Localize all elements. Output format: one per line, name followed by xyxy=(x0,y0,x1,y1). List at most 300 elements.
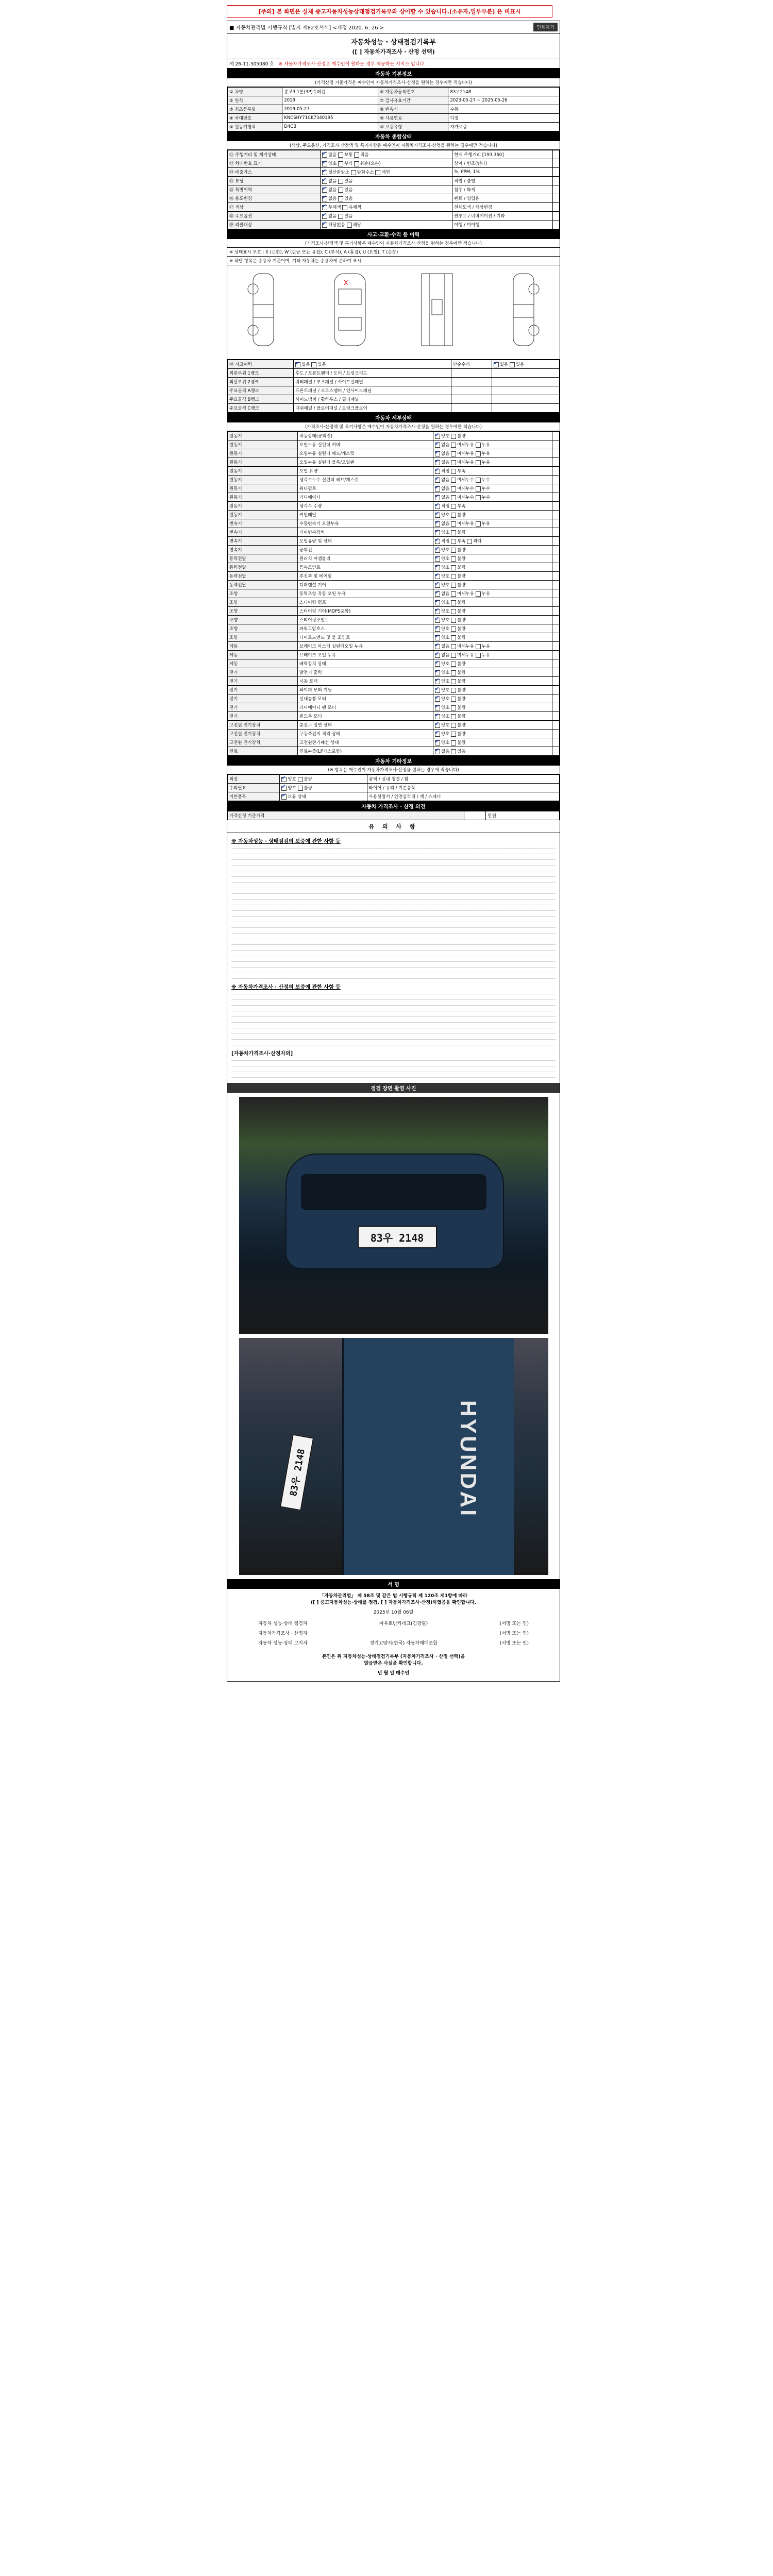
choice-label: 적정 xyxy=(441,469,451,474)
choice-label: 없음 xyxy=(441,495,451,500)
choice-label: 부족 xyxy=(457,469,466,474)
detail-price xyxy=(552,484,559,493)
signature-row xyxy=(227,1628,560,1638)
checkbox xyxy=(435,521,440,527)
price-table xyxy=(227,811,560,820)
signer-name: 아우토반카테크(김광필) xyxy=(379,1621,428,1626)
detail-choice xyxy=(433,589,552,598)
accident-choice-2 xyxy=(492,360,559,369)
checkbox xyxy=(342,205,347,210)
checkbox xyxy=(435,653,440,658)
detail-price xyxy=(552,712,559,721)
detail-item: 등속조인트 xyxy=(297,563,433,572)
choice-label: 불량 xyxy=(457,697,466,702)
choice-label: 누수 xyxy=(481,486,491,492)
signer-role: 자동차 성능·상태 점검자 xyxy=(258,1621,308,1626)
detail-choice xyxy=(433,712,552,721)
choice-label: 부족 xyxy=(457,504,466,509)
choice-label: 미세누수 xyxy=(457,478,476,483)
detail-price xyxy=(552,476,559,484)
checkbox xyxy=(451,460,456,465)
basic-label: ⑤ 원동기형식 xyxy=(228,123,282,131)
signer-sign: (서명 또는 인) xyxy=(499,1631,529,1636)
choice-label: 없음 xyxy=(328,214,339,219)
detail-group: 원동기 xyxy=(228,449,298,458)
detail-group: 연료 xyxy=(228,747,298,756)
detail-price xyxy=(552,519,559,528)
checkbox xyxy=(451,486,456,492)
detail-row xyxy=(228,616,560,624)
choice-label: 있음 xyxy=(344,196,353,201)
car-top-diagram xyxy=(319,268,381,351)
general-price xyxy=(553,212,560,221)
detail-price xyxy=(552,493,559,502)
option-label: 외장 xyxy=(228,775,280,784)
detail-price xyxy=(552,738,559,747)
detail-group: 변속기 xyxy=(228,519,298,528)
choice-label: 미세누유 xyxy=(457,443,476,448)
detail-item: 구동축전지 격리 상태 xyxy=(297,730,433,738)
detail-group: 원동기 xyxy=(228,502,298,511)
detail-price xyxy=(552,747,559,756)
checkbox xyxy=(476,521,481,527)
choice-label: 없음 xyxy=(441,451,451,456)
detail-choice xyxy=(433,546,552,554)
choice-label: 없음 xyxy=(441,749,451,754)
detail-group: 조향 xyxy=(228,624,298,633)
general-row xyxy=(228,150,560,159)
checkbox xyxy=(451,443,456,448)
choice-label: 없음 xyxy=(441,521,451,527)
checkbox xyxy=(435,732,440,737)
checkbox xyxy=(451,469,456,474)
detail-choice xyxy=(433,703,552,712)
section-accident-sub: (가격조사·산정액 및 특기사항은 매수인이 자동차가격조사·산정을 원하는 경우에만 적습니다) xyxy=(227,239,560,248)
checkbox xyxy=(451,530,456,535)
detail-item: 라디에이터 xyxy=(297,493,433,502)
checkbox xyxy=(467,539,472,544)
choice-label: 없음 xyxy=(499,362,510,367)
choice-label: 없음 xyxy=(441,591,451,597)
checkbox xyxy=(451,697,456,702)
checkbox xyxy=(338,152,343,158)
notes-heading-3: [자동차가격조사·산정자의] xyxy=(231,1051,293,1057)
general-choice xyxy=(320,168,452,177)
choice-label: 누유 xyxy=(481,644,491,649)
checkbox xyxy=(322,196,327,201)
detail-row xyxy=(228,589,560,598)
checkbox xyxy=(322,179,327,184)
detail-row xyxy=(228,502,560,511)
general-note: 썬루프 / 네비게이션 / 기타 xyxy=(452,212,553,221)
checkbox xyxy=(451,644,456,649)
choice-label: 양호 xyxy=(441,635,451,640)
detail-group: 원동기 xyxy=(228,484,298,493)
choice-label: 양호 xyxy=(441,670,451,675)
detail-choice xyxy=(433,476,552,484)
detail-choice xyxy=(433,659,552,668)
choice-label: 미세누유 xyxy=(457,521,476,527)
fine-print-line xyxy=(231,908,556,913)
basic-label: ④ 차대번호 xyxy=(228,114,282,123)
checkbox xyxy=(435,486,440,492)
checkbox xyxy=(451,548,456,553)
checkbox xyxy=(451,565,456,570)
fine-print-line xyxy=(231,971,556,975)
detail-price xyxy=(552,449,559,458)
choice-label: 부식 xyxy=(344,161,355,166)
detail-price xyxy=(552,572,559,581)
form-header xyxy=(227,21,560,33)
option-items: 광택 / 실내 청결 / 휠 xyxy=(367,775,559,784)
detail-group: 전기 xyxy=(228,677,298,686)
accident-note xyxy=(451,378,492,386)
detail-choice xyxy=(433,493,552,502)
detail-item: 오일 유량 xyxy=(297,467,433,476)
checkbox xyxy=(338,161,343,166)
fine-print-line xyxy=(231,863,556,868)
choice-label: 보유 상태 xyxy=(288,794,306,800)
detail-choice xyxy=(433,598,552,607)
detail-group: 원동기 xyxy=(228,511,298,519)
checkbox xyxy=(435,600,440,605)
detail-row xyxy=(228,519,560,528)
detail-choice xyxy=(433,581,552,589)
option-items: 타이어 / 유리 / 기본품목 xyxy=(367,784,559,792)
choice-label: 양호 xyxy=(288,777,298,782)
checkbox xyxy=(435,705,440,710)
general-label: ⑮ 특별이력 xyxy=(228,185,321,194)
detail-price xyxy=(552,642,559,651)
detail-group: 고전원 전기장치 xyxy=(228,721,298,730)
checkbox xyxy=(435,749,440,754)
detail-price xyxy=(552,458,559,467)
detail-choice xyxy=(433,572,552,581)
fine-print-line xyxy=(231,992,556,996)
detail-item: 윈도우 모터 xyxy=(297,712,433,721)
fine-print-line xyxy=(231,1037,556,1042)
detail-choice xyxy=(433,528,552,537)
basic-value: 디젤 xyxy=(448,114,560,123)
general-price xyxy=(553,185,560,194)
section-price-head: 자동차 가격조사 · 산정 의견 xyxy=(227,801,560,811)
choice-label: 매연 xyxy=(381,170,390,175)
option-row xyxy=(228,775,560,784)
car-frame-diagram xyxy=(406,268,468,351)
accident-label: 외판부위 2랭크 xyxy=(228,378,294,386)
checkbox xyxy=(451,521,456,527)
checkbox xyxy=(435,609,440,614)
detail-group: 조향 xyxy=(228,633,298,642)
checkbox xyxy=(476,591,481,597)
checkbox xyxy=(476,495,481,500)
checkbox xyxy=(322,170,327,175)
accident-note xyxy=(451,369,492,378)
fine-print-line xyxy=(231,1031,556,1036)
checkbox xyxy=(298,777,303,782)
accident-legend-2: ※ 하단 항목은 승용차 기준이며, 기타 자동차는 승용차에 준하여 표시 xyxy=(227,257,560,265)
checkbox xyxy=(338,188,343,193)
checkbox xyxy=(476,451,481,456)
accident-label: 주요골격 C랭크 xyxy=(228,404,294,413)
checkbox xyxy=(435,626,440,632)
basic-label: ② 연식 xyxy=(228,96,282,105)
fine-print-line xyxy=(231,920,556,924)
general-price xyxy=(553,221,560,229)
choice-label: 없음 xyxy=(301,362,312,367)
fine-print-line xyxy=(231,914,556,919)
checkbox xyxy=(451,635,456,640)
accident-parts: 대쉬패널 / 플로어패널 / 트렁크플로어 xyxy=(294,404,451,413)
detail-item: 오일유량 및 상태 xyxy=(297,537,433,546)
choice-label: 양호 xyxy=(288,786,298,791)
option-label: 수리필요 xyxy=(228,784,280,792)
checkbox xyxy=(281,777,287,782)
detail-price xyxy=(552,581,559,589)
checkbox xyxy=(322,223,327,228)
choice-label: 누수 xyxy=(481,495,491,500)
checkbox xyxy=(451,556,456,562)
detail-choice xyxy=(433,747,552,756)
price-label: 가격산정 기준가격 xyxy=(228,811,464,820)
choice-label: 양호 xyxy=(441,609,451,614)
checkbox xyxy=(354,161,359,166)
inspection-record-document xyxy=(227,21,560,1682)
choice-label: 있음 xyxy=(344,214,353,219)
checkbox xyxy=(435,688,440,693)
detail-price xyxy=(552,554,559,563)
choice-label: 불량 xyxy=(457,670,466,675)
fine-print-line xyxy=(231,948,556,953)
checkbox xyxy=(298,786,303,791)
choice-label: 불량 xyxy=(457,635,466,640)
general-note: 침수 / 화재 xyxy=(452,185,553,194)
choice-label: 누유 xyxy=(481,653,491,658)
price-unit: 만원 xyxy=(486,811,560,820)
accident-parts: 사이드멤버 / 휠하우스 / 필러패널 xyxy=(294,395,451,404)
detail-item: 라디에이터 팬 모터 xyxy=(297,703,433,712)
signer-role: 자동차 성능·상태 고지자 xyxy=(258,1641,308,1646)
detail-group: 동력전달 xyxy=(228,572,298,581)
detail-choice xyxy=(433,730,552,738)
signature-block xyxy=(227,1589,560,1618)
fine-print-line xyxy=(231,965,556,970)
basic-value: KNCSHY71CK7340195 xyxy=(282,114,378,123)
choice-label: 적정 xyxy=(441,539,451,544)
detail-choice xyxy=(433,537,552,546)
choice-label: 불량 xyxy=(457,679,466,684)
choice-label: 양호 xyxy=(441,697,451,702)
option-label: 기본품목 xyxy=(228,792,280,801)
detail-item: 실내송풍 모터 xyxy=(297,694,433,703)
fine-print-line xyxy=(231,891,556,896)
general-note: 적법 / 불법 xyxy=(452,177,553,185)
choice-label: 있음 xyxy=(457,749,466,754)
detail-group: 전기 xyxy=(228,703,298,712)
detail-price xyxy=(552,721,559,730)
accident-empty xyxy=(492,369,559,378)
general-price xyxy=(553,177,560,185)
detail-choice xyxy=(433,467,552,476)
general-row xyxy=(228,159,560,168)
section-options-sub: (※ 항목은 매수인이 자동차가격조사·산정을 원하는 경우에 적습니다) xyxy=(227,766,560,774)
choice-label: 미세누유 xyxy=(457,591,476,597)
detail-row xyxy=(228,694,560,703)
detail-row xyxy=(228,668,560,677)
choice-label: 불량 xyxy=(457,600,466,605)
detail-price xyxy=(552,511,559,519)
checkbox xyxy=(435,679,440,684)
basic-label: ⑧ 변속기 xyxy=(378,105,448,114)
fine-print-line xyxy=(231,852,556,856)
choice-label: 유채색 xyxy=(348,205,361,210)
title-main: 자동차성능 · 상태점검기록부 xyxy=(351,39,436,46)
choice-label: 보통 xyxy=(344,152,355,158)
basic-value: 자가보증 xyxy=(448,123,560,131)
choice-label: 양호 xyxy=(441,662,451,667)
general-note: 전체도색 / 색상변경 xyxy=(452,203,553,212)
print-button[interactable]: 인쇄하기 xyxy=(533,23,558,31)
fine-print-line xyxy=(231,874,556,879)
detail-item: 타이로드엔드 및 볼 조인트 xyxy=(297,633,433,642)
choice-label: 불량 xyxy=(457,548,466,553)
checkbox xyxy=(451,688,456,693)
basic-label: ⑦ 검사유효기간 xyxy=(378,96,448,105)
checkbox xyxy=(311,362,316,367)
section-basic-sub: (가격산정 기준가격은 매수인이 자동차가격조사·산정을 원하는 경우에만 적습니다) xyxy=(227,78,560,87)
accident-label: 주요골격 B랭크 xyxy=(228,395,294,404)
general-choice xyxy=(320,150,452,159)
choice-label: 불량 xyxy=(304,786,312,791)
detail-price xyxy=(552,546,559,554)
detail-row xyxy=(228,651,560,659)
rear-plate: 83우 2148 xyxy=(279,1434,313,1511)
footer-line-1: 본인은 위 자동차성능·상태점검기록부 (자동차가격조사 · 산정 선택)을 xyxy=(322,1654,465,1659)
sign-date: 2025년 10월 06일 xyxy=(373,1610,414,1615)
accident-legend: ※ 상태표시 부호 : X (교환), W (판금 또는 용접), C (부식), A (흠집), U (요철), T (손상) xyxy=(227,248,560,257)
choice-label: 없음 xyxy=(328,179,339,184)
detail-choice xyxy=(433,651,552,659)
detail-row xyxy=(228,721,560,730)
basic-label: ⑥ 자동차등록번호 xyxy=(378,88,448,96)
detail-row xyxy=(228,598,560,607)
section-basic-head: 자동차 기본정보 xyxy=(227,69,560,78)
detail-group: 원동기 xyxy=(228,467,298,476)
choice-label: 양호 xyxy=(441,714,451,719)
detail-price xyxy=(552,598,559,607)
detail-group: 변속기 xyxy=(228,528,298,537)
checkbox xyxy=(435,574,440,579)
accident-parts: 쿼터패널 / 루프패널 / 사이드실패널 xyxy=(294,378,451,386)
detail-group: 원동기 xyxy=(228,440,298,449)
detail-row xyxy=(228,686,560,694)
detail-item: 워터펌프 xyxy=(297,484,433,493)
detail-group: 원동기 xyxy=(228,458,298,467)
checkbox xyxy=(451,451,456,456)
general-row xyxy=(228,185,560,194)
general-row xyxy=(228,177,560,185)
checkbox xyxy=(322,188,327,193)
choice-label: 누유 xyxy=(481,521,491,527)
detail-row xyxy=(228,581,560,589)
detail-row xyxy=(228,633,560,642)
basic-value: 83우2148 xyxy=(448,88,560,96)
choice-label: 불량 xyxy=(457,714,466,719)
general-label: ⑰ 색상 xyxy=(228,203,321,212)
choice-label: 부족 xyxy=(457,539,467,544)
detail-choice xyxy=(433,686,552,694)
detail-group: 변속기 xyxy=(228,546,298,554)
accident-note: 단순수리 xyxy=(451,360,492,369)
detail-row xyxy=(228,449,560,458)
detail-row xyxy=(228,537,560,546)
checkbox xyxy=(451,662,456,667)
detail-price xyxy=(552,563,559,572)
detail-price xyxy=(552,467,559,476)
detail-group: 원동기 xyxy=(228,432,298,440)
detail-choice xyxy=(433,633,552,642)
basic-row xyxy=(228,123,560,131)
choice-label: 누수 xyxy=(481,478,491,483)
fine-print-line xyxy=(231,897,556,902)
checkbox xyxy=(435,565,440,570)
accident-note xyxy=(451,395,492,404)
detail-choice xyxy=(433,624,552,633)
checkbox xyxy=(451,679,456,684)
choice-label: 불량 xyxy=(457,740,466,745)
fine-print-line xyxy=(231,1026,556,1030)
fine-print-line xyxy=(231,1003,556,1008)
fine-print-line xyxy=(231,1075,556,1080)
checkbox xyxy=(435,539,440,544)
choice-label: 무채색 xyxy=(328,205,343,210)
accident-empty xyxy=(492,378,559,386)
checkbox xyxy=(451,495,456,500)
detail-group: 고전원 전기장치 xyxy=(228,738,298,747)
form-label: ■ 자동차관리법 시행규칙 [별지 제82호서식] <개정 2020. 6. 26.> xyxy=(229,25,384,31)
detail-item: 고전원전기배선 상태 xyxy=(297,738,433,747)
basic-value: 2023-05-27 ~ 2025-05-26 xyxy=(448,96,560,105)
choice-label: 양호 xyxy=(441,583,451,588)
detail-choice xyxy=(433,458,552,467)
detail-item: 추진축 및 베어링 xyxy=(297,572,433,581)
choice-label: 불량 xyxy=(457,513,466,518)
detail-price xyxy=(552,432,559,440)
detail-choice xyxy=(433,616,552,624)
checkbox xyxy=(435,714,440,719)
accident-row xyxy=(228,378,560,386)
choice-label: 과다 xyxy=(473,539,482,544)
detail-item: 오일누유 실린더 커버 xyxy=(297,440,433,449)
checkbox xyxy=(338,214,343,219)
detail-item: 스티어링 기어(MDPS포함) xyxy=(297,607,433,616)
signature-row xyxy=(227,1618,560,1628)
document-title xyxy=(227,33,560,59)
choice-label: 훼손(오손) xyxy=(360,161,381,166)
choice-label: 불량 xyxy=(457,626,466,632)
choice-label: 없음 xyxy=(441,460,451,465)
general-status-table xyxy=(227,150,560,229)
detail-row xyxy=(228,642,560,651)
checkbox xyxy=(451,740,456,745)
detail-item: 브레이크 마스터 실린더오일 누유 xyxy=(297,642,433,651)
detail-row xyxy=(228,563,560,572)
checkbox xyxy=(451,478,456,483)
choice-label: 없음 xyxy=(328,196,339,201)
notes-heading-1: ※ 자동차성능 · 상태점검의 보증에 관한 사항 등 xyxy=(231,839,341,844)
sign-text-1: 「자동차관리법」 제 58조 및 같은 법 시행규칙 제 120조 제1항에 따라 xyxy=(320,1594,467,1599)
detail-group: 원동기 xyxy=(228,493,298,502)
